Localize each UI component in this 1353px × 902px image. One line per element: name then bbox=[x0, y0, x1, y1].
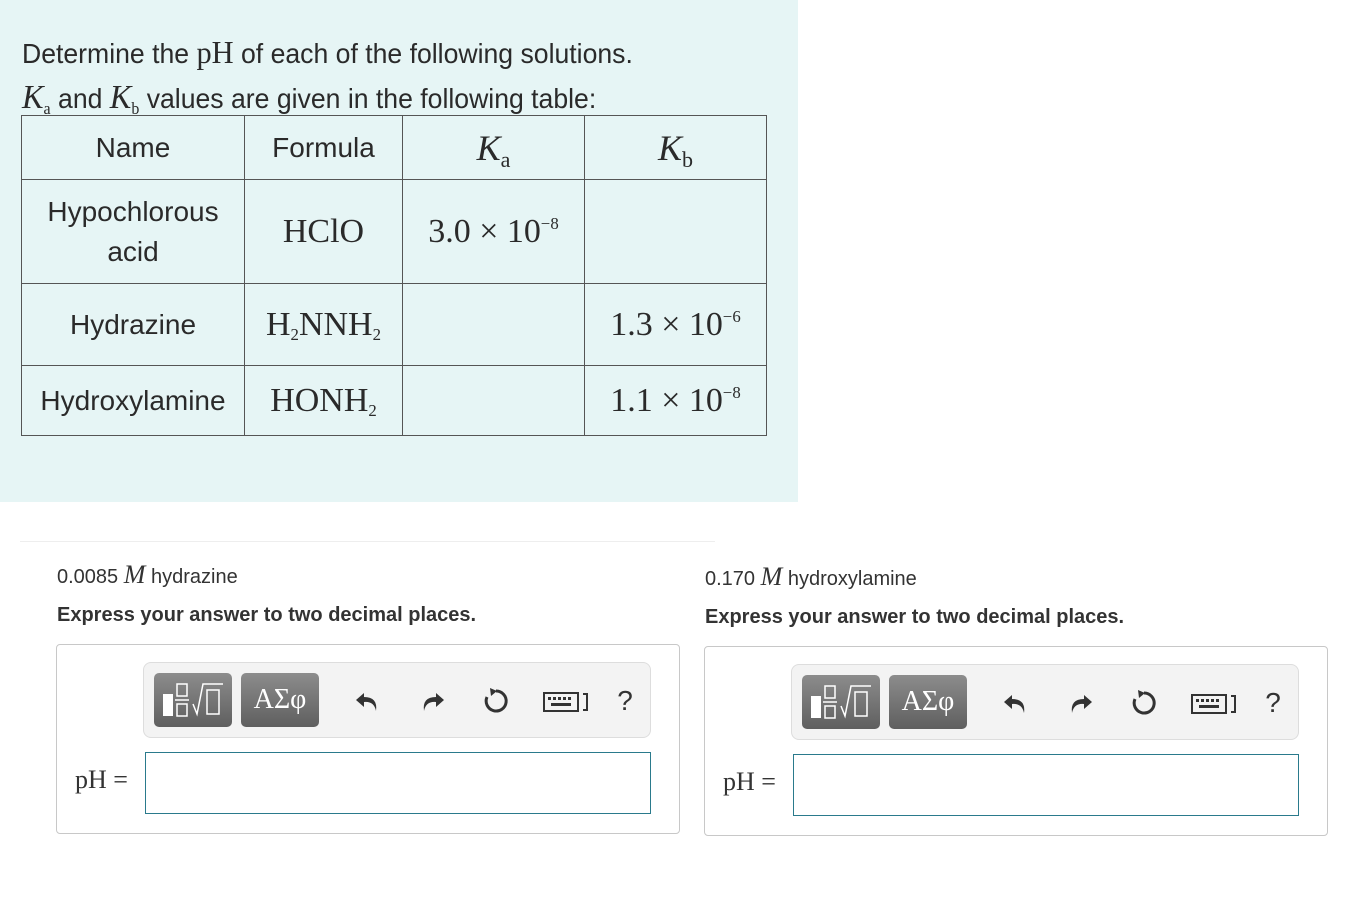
row-ka bbox=[403, 284, 585, 366]
help-label: ? bbox=[617, 685, 633, 716]
templates-icon bbox=[161, 680, 225, 720]
header-formula-text: Formula bbox=[272, 131, 375, 163]
row-name-line: Hydroxylamine bbox=[40, 384, 226, 416]
row-kb bbox=[585, 366, 767, 436]
help-button[interactable] bbox=[1258, 685, 1288, 721]
kb-subscript: b bbox=[131, 98, 140, 118]
header-name-text: Name bbox=[95, 131, 171, 163]
row-kb bbox=[585, 284, 767, 366]
concentration-value: 0.0085 bbox=[57, 566, 119, 588]
row-formula bbox=[245, 366, 403, 436]
kb-header-symbol: K bbox=[657, 127, 682, 168]
row-name-line: Hydrazine bbox=[69, 308, 197, 340]
keyboard-button[interactable] bbox=[542, 687, 592, 717]
table-row bbox=[22, 366, 767, 436]
redo-icon bbox=[1066, 689, 1094, 717]
header-formula bbox=[245, 116, 403, 180]
statement-text: Determine the bbox=[22, 38, 197, 69]
redo-icon bbox=[418, 687, 446, 715]
help-button[interactable] bbox=[610, 683, 640, 719]
part-1-answer-box bbox=[56, 644, 680, 834]
table-header-row bbox=[22, 116, 767, 180]
header-kb bbox=[585, 116, 767, 180]
formula-text: HClO bbox=[282, 212, 365, 250]
reset-icon bbox=[1129, 688, 1159, 718]
header-name bbox=[22, 116, 245, 180]
keyboard-button[interactable] bbox=[1190, 689, 1240, 719]
statement-text: values are given in the following table: bbox=[139, 83, 597, 114]
kb-value: 1.3 × 10 bbox=[610, 305, 723, 343]
row-ka bbox=[403, 180, 585, 284]
formula-subscript: 2 bbox=[368, 400, 377, 420]
reset-button[interactable] bbox=[478, 683, 514, 719]
part-2-answer-box bbox=[704, 646, 1328, 836]
row-ka bbox=[403, 366, 585, 436]
row-name bbox=[22, 284, 245, 366]
part-2-instruction: Express your answer to two decimal places. bbox=[705, 606, 1125, 628]
undo-icon bbox=[1002, 689, 1030, 717]
header-ka bbox=[403, 116, 585, 180]
formula-text: H bbox=[265, 305, 291, 343]
kb-header-subscript: b bbox=[682, 147, 693, 173]
ka-header-subscript: a bbox=[500, 147, 511, 173]
ka-exponent: −8 bbox=[540, 213, 559, 233]
row-name bbox=[22, 366, 245, 436]
problem-statement bbox=[22, 30, 633, 125]
part-1-instruction: Express your answer to two decimal places. bbox=[57, 604, 477, 626]
templates-button[interactable] bbox=[154, 673, 232, 727]
section-divider bbox=[20, 541, 715, 542]
row-name-line: acid bbox=[107, 235, 159, 267]
ka-value: 3.0 × 10 bbox=[428, 212, 541, 250]
ph-answer-input[interactable] bbox=[145, 752, 651, 814]
ka-subscript: a bbox=[43, 98, 51, 118]
statement-text: and bbox=[50, 83, 110, 114]
ka-header-symbol: K bbox=[476, 127, 501, 168]
kb-value: 1.1 × 10 bbox=[610, 381, 723, 419]
ph-answer-input[interactable] bbox=[793, 754, 1299, 816]
keyboard-icon bbox=[543, 690, 591, 714]
reset-icon bbox=[481, 686, 511, 716]
row-formula bbox=[245, 284, 403, 366]
part-2-prompt bbox=[705, 562, 917, 592]
greek-symbols-button[interactable] bbox=[241, 673, 319, 727]
table-row bbox=[22, 180, 767, 284]
formula-text: HONH bbox=[270, 381, 369, 419]
row-formula bbox=[245, 180, 403, 284]
ph-label: pH = bbox=[75, 765, 128, 794]
templates-icon bbox=[809, 682, 873, 722]
ph-symbol: pH bbox=[196, 34, 234, 70]
math-toolbar bbox=[143, 662, 651, 738]
greek-button-label: ΑΣφ bbox=[901, 686, 955, 717]
formula-subscript: 2 bbox=[372, 324, 381, 344]
table-row bbox=[22, 284, 767, 366]
problem-intro-panel bbox=[0, 0, 798, 502]
keyboard-icon bbox=[1191, 692, 1239, 716]
undo-button[interactable] bbox=[350, 683, 386, 719]
statement-line-1 bbox=[22, 30, 633, 76]
kb-exponent: −8 bbox=[722, 382, 741, 402]
kb-exponent: −6 bbox=[722, 306, 741, 326]
math-toolbar bbox=[791, 664, 1299, 740]
redo-button[interactable] bbox=[414, 683, 450, 719]
greek-button-label: ΑΣφ bbox=[253, 684, 307, 715]
help-label: ? bbox=[1265, 687, 1281, 718]
substance-name: hydroxylamine bbox=[787, 568, 917, 590]
row-name bbox=[22, 180, 245, 284]
reset-button[interactable] bbox=[1126, 685, 1162, 721]
molarity-unit: M bbox=[123, 560, 146, 589]
ph-label: pH = bbox=[723, 767, 776, 796]
part-1-prompt bbox=[57, 560, 238, 590]
ka-symbol: K bbox=[22, 79, 44, 116]
kb-symbol: K bbox=[109, 79, 132, 116]
row-name-line: Hypochlorous bbox=[47, 195, 219, 227]
redo-button[interactable] bbox=[1062, 685, 1098, 721]
formula-text: NNH bbox=[298, 305, 373, 343]
concentration-value: 0.170 bbox=[705, 568, 756, 590]
formula-subscript: 2 bbox=[290, 324, 299, 344]
molarity-unit: M bbox=[760, 562, 783, 591]
undo-button[interactable] bbox=[998, 685, 1034, 721]
constants-table bbox=[21, 115, 767, 436]
statement-text: of each of the following solutions. bbox=[233, 38, 633, 69]
undo-icon bbox=[354, 687, 382, 715]
row-kb bbox=[585, 180, 767, 284]
templates-button[interactable] bbox=[802, 675, 880, 729]
substance-name: hydrazine bbox=[150, 566, 238, 588]
greek-symbols-button[interactable] bbox=[889, 675, 967, 729]
